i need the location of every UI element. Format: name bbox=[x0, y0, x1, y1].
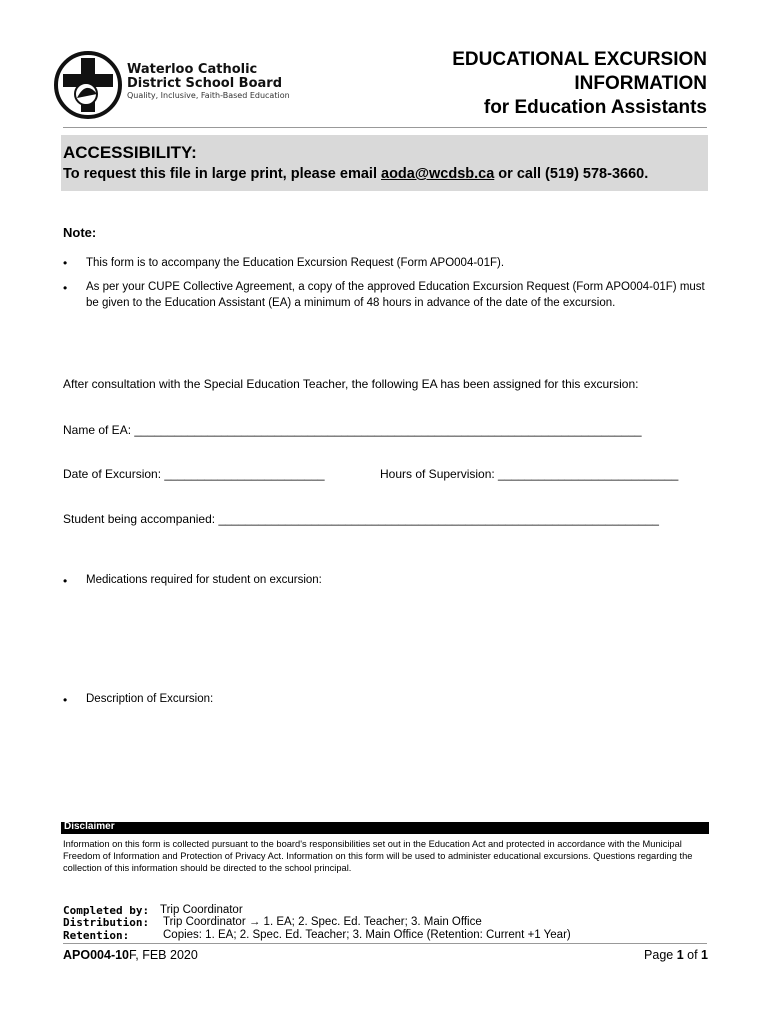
org-tagline: Quality, Inclusive, Faith-Based Education bbox=[127, 91, 290, 100]
accessibility-heading: ACCESSIBILITY: bbox=[63, 143, 197, 162]
accessibility-text-after: or call (519) 578-3660. bbox=[494, 166, 649, 182]
distribution-value: Trip Coordinator → 1. EA; 2. Spec. Ed. Teacher; 3. Main Office bbox=[163, 916, 482, 928]
completed-by-value: Trip Coordinator bbox=[160, 904, 243, 916]
page-number bbox=[644, 948, 708, 962]
org-name-line2: District School Board bbox=[127, 76, 283, 91]
note-label: Note: bbox=[63, 225, 97, 240]
board-logo-icon bbox=[53, 50, 123, 120]
consultation-text: After consultation with the Special Education Teacher, the following EA has been assigned for this excursion: bbox=[63, 377, 639, 391]
bullet-dot: • bbox=[63, 256, 68, 270]
retention-label: Retention: bbox=[63, 929, 130, 942]
description-field-label: Description of Excursion: bbox=[86, 693, 214, 705]
page-current: 1 bbox=[676, 948, 684, 962]
retention-value: Copies: 1. EA; 2. Spec. Ed. Teacher; 3. Main Office (Retention: Current +1 Year) bbox=[163, 929, 571, 941]
student-accompanied-field[interactable]: Student being accompanied: __________________________________________________________________ bbox=[63, 512, 659, 526]
disclaimer-bar bbox=[61, 822, 709, 834]
bullet-dot: • bbox=[63, 574, 68, 588]
completed-by-label: Completed by: bbox=[63, 904, 150, 917]
bullet-dot: • bbox=[63, 693, 68, 707]
document-title-line1: EDUCATIONAL EXCURSION bbox=[452, 49, 707, 70]
accessibility-box bbox=[61, 135, 708, 191]
ea-name-field[interactable]: Name of EA: ____________________________________________________________________________ bbox=[63, 423, 642, 437]
hours-of-supervision-field[interactable]: Hours of Supervision: ___________________________ bbox=[380, 467, 679, 481]
page-of: of bbox=[683, 948, 702, 962]
form-code: APO004-10 bbox=[63, 948, 130, 962]
distribution-label: Distribution: bbox=[63, 916, 150, 929]
document-title-line3: for Education Assistants bbox=[483, 97, 707, 118]
page-total: 1 bbox=[701, 948, 708, 962]
org-name-line1: Waterloo Catholic bbox=[127, 62, 258, 77]
note-bullet-1: This form is to accompany the Education Excursion Request (Form APO004-01F). bbox=[86, 257, 505, 269]
header-divider bbox=[63, 127, 707, 128]
bullet-dot: • bbox=[63, 281, 68, 295]
page-word: Page bbox=[644, 948, 677, 962]
note-bullet-2: As per your CUPE Collective Agreement, a copy of the approved Education Excursion Request (Form APO004-01F) must be given to the Education Assistant (EA) a minimum of 48 hours in advance of the date of the excursion. bbox=[86, 281, 705, 309]
disclaimer-heading: Disclaimer bbox=[64, 821, 115, 832]
disclaimer-text: Information on this form is collected pursuant to the board's responsibilities set out in the Education Act and protected in accordance with the Municipal Freedom of Information and Protection of Privacy Act. Information on this form will be used to administer educational excursions. Questions regarding the collection of this information should be directed to the school principal. bbox=[63, 839, 693, 873]
accessibility-text-before: To request this file in large print, please email bbox=[63, 166, 382, 182]
footer-divider bbox=[63, 943, 707, 944]
accessibility-text bbox=[63, 166, 648, 182]
form-date: F, FEB 2020 bbox=[129, 948, 198, 962]
accessibility-email-link[interactable]: aoda@wcdsb.ca bbox=[381, 166, 495, 182]
document-title-line2: INFORMATION bbox=[574, 73, 707, 94]
form-number bbox=[63, 948, 198, 962]
medications-field-label: Medications required for student on excursion: bbox=[86, 574, 322, 586]
date-of-excursion-field[interactable]: Date of Excursion: ________________________ bbox=[63, 467, 325, 481]
